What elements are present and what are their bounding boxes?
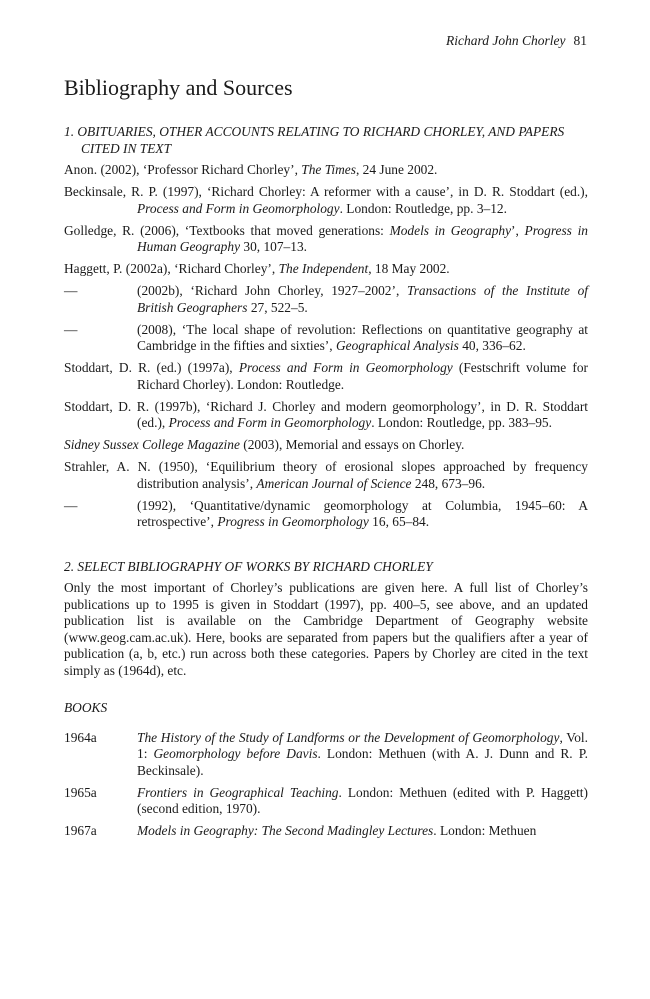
reference-entry: Sidney Sussex College Magazine (2003), Memorial and essays on Chorley. — [64, 437, 465, 452]
ditto-dash: — — [64, 497, 78, 513]
section-heading-obituaries: 1. OBITUARIES, OTHER ACCOUNTS RELATING TO RICHARD CHORLEY, AND PAPERS CITED IN TEXT — [64, 124, 565, 156]
book-year-code: 1964a — [64, 729, 97, 745]
book-entry: 1965a Frontiers in Geographical Teaching. London: Methuen (edited with P. Haggett) (second edition, 1970). — [64, 784, 588, 817]
reference-entry: — (2008), ‘The local shape of revolution: Reflections on quantitative geography at Cambridge in the fifties and sixties’, Geographical Analysis 40, 336–62. — [64, 321, 588, 353]
reference-entry: Strahler, A. N. (1950), ‘Equilibrium theory of erosional slopes approached by frequency distribution analysis’, American Journal of Science 248, 673–96. — [64, 459, 588, 491]
book-year-code: 1965a — [64, 784, 97, 800]
obituaries-list — [64, 162, 588, 531]
reference-entry: Haggett, P. (2002a), ‘Richard Chorley’, The Independent, 18 May 2002. — [64, 261, 450, 276]
section-intro-paragraph: Only the most important of Chorley’s publications are given here. A full list of Chorley’s publications up to 1995 is given in Stoddart (1997), pp. 400–5, see above, and an updated publication list is available on the Cambridge Department of Geography website (www.geog.cam.ac.uk). Here, books are separated from papers but the qualifiers after a year of publication (a, b, etc.) run across both these categories. Papers by Chorley are cited in the text simply as (1964d), etc. — [64, 580, 588, 678]
running-head-author: Richard John Chorley — [446, 33, 566, 48]
books-list — [64, 730, 588, 840]
reference-entry: — (2002b), ‘Richard John Chorley, 1927–2002’, Transactions of the Institute of British Geographers 27, 522–5. — [64, 283, 588, 315]
reference-entry: Stoddart, D. R. (ed.) (1997a), Process and Form in Geomorphology (Festschrift volume for Richard Chorley). London: Routledge. — [64, 360, 589, 392]
bibliography-body — [64, 124, 588, 845]
book-entry: 1967a Models in Geography: The Second Madingley Lectures. London: Methuen — [64, 823, 537, 839]
books-heading: BOOKS — [64, 700, 108, 715]
running-head — [446, 33, 587, 49]
ditto-dash: — — [64, 283, 78, 298]
ditto-dash: — — [64, 321, 78, 337]
reference-entry: — (1992), ‘Quantitative/dynamic geomorphology at Columbia, 1945–60: A retrospective’, Progress in Geomorphology 16, 65–84. — [64, 497, 588, 529]
reference-entry: Anon. (2002), ‘Professor Richard Chorley’, The Times, 24 June 2002. — [64, 162, 438, 177]
page-title: Bibliography and Sources — [64, 75, 293, 100]
reference-entry: Stoddart, D. R. (1997b), ‘Richard J. Chorley and modern geomorphology’, in D. R. Stoddart (ed.), Process and Form in Geomorphology. London: Routledge, pp. 383–95. — [64, 398, 588, 430]
book-year-code: 1967a — [64, 823, 97, 839]
reference-entry: Golledge, R. (2006), ‘Textbooks that moved generations: Models in Geography’, Progress in Human Geography 30, 107–13. — [64, 222, 588, 254]
reference-entry: Beckinsale, R. P. (1997), ‘Richard Chorley: A reformer with a cause’, in D. R. Stoddart (ed.), Process and Form in Geomorphology. London: Routledge, pp. 3–12. — [64, 184, 588, 216]
book-entry: 1964a The History of the Study of Landforms or the Development of Geomorphology, Vol. 1: Geomorphology before Davis. London: Methuen (with A. J. Dunn and R. P. Beckinsale). — [64, 729, 588, 778]
page-number: 81 — [573, 33, 587, 48]
section-heading-select-bibliography: 2. SELECT BIBLIOGRAPHY OF WORKS BY RICHARD CHORLEY — [64, 558, 433, 574]
